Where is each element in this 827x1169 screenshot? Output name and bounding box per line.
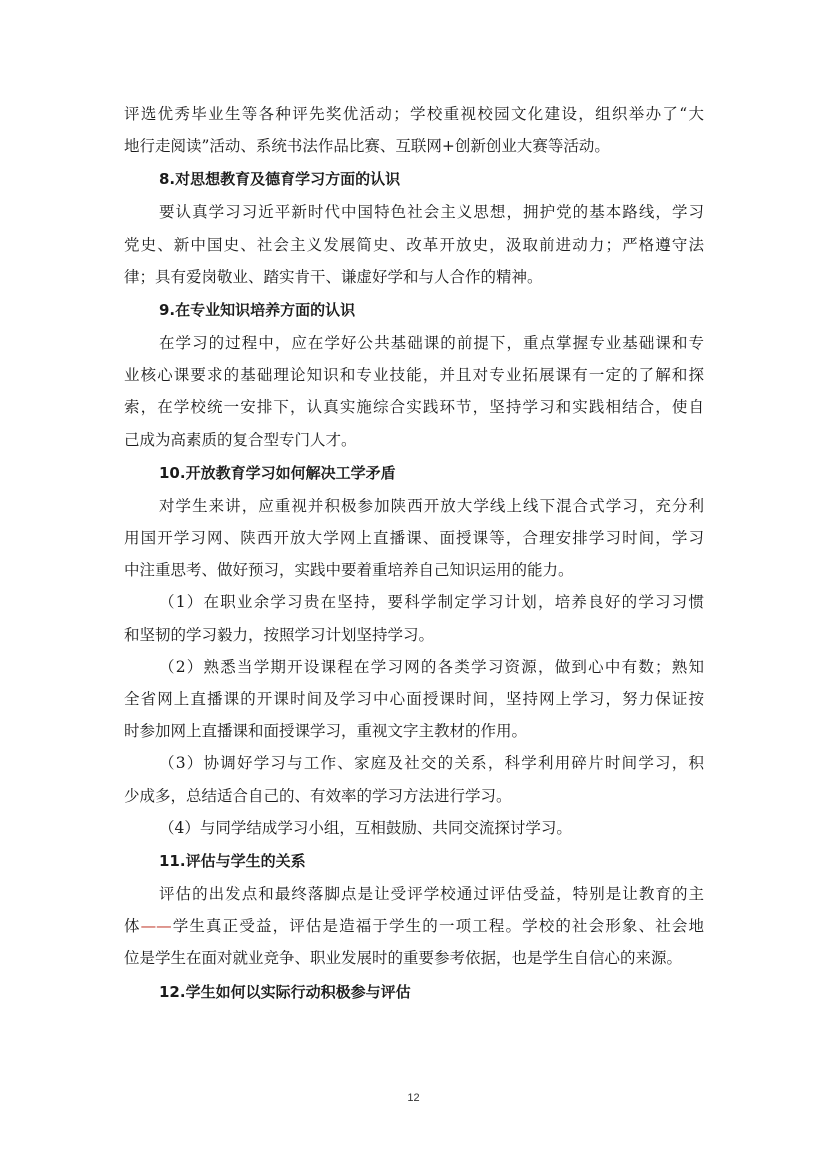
paragraph-line: 位是学生在面对就业竞争、职业发展时的重要参考依据，也是学生自信心的来源。 [124,949,683,968]
section-10-item-4 [124,812,704,844]
paragraph-line: （2）熟悉当学期开设课程在学习网的各类学习资源，做到心中有数；熟知 [159,657,704,676]
paragraph-line: 少成多，总结适合自己的、有效率的学习方法进行学习。 [124,786,512,805]
paragraph-line: （3）协调好学习与工作、家庭及社交的关系，科学利用碎片时间学习，积 [159,754,704,773]
paragraph-line: 用国开学习网、陕西开放大学网上直播课、面授课等，合理安排学习时间，学习 [124,529,704,548]
section-9-paragraph [124,327,704,456]
section-12-heading: 12.学生如何以实际行动积极参与评估 [159,982,411,1001]
section-11-heading: 11.评估与学生的关系 [159,852,306,871]
paragraph-line: 和坚韧的学习毅力，按照学习计划坚持学习。 [124,625,435,644]
paragraph-line: 律；具有爱岗敬业、踏实肯干、谦虚好学和与人合作的精神。 [124,267,543,286]
section-8-heading: 8.对思想教育及德育学习方面的认识 [159,170,401,189]
paragraph-line: 对学生来讲，应重视并积极参加陕西开放大学线上线下混合式学习，充分利 [159,496,704,515]
em-dash: —— [140,917,172,936]
text-span: 体 [124,917,141,936]
page-number: 12 [407,1092,420,1104]
section-10-item-2 [124,651,704,748]
paragraph-line: 索，在学校统一安排下，认真实施综合实践环节，坚持学习和实践相结合，使自 [124,398,704,417]
paragraph-line: 党史、新中国史、社会主义发展简史、改革开放史，汲取前进动力；严格遵守法 [124,235,704,254]
paragraph-line [124,910,704,942]
paragraph-line: 时参加网上直播课和面授课学习，重视文字主教材的作用。 [124,722,528,741]
section-8-paragraph [124,196,704,293]
intro-paragraph [124,98,704,162]
section-10-item-1 [124,586,704,650]
paragraph-line: （1）在职业余学习贵在坚持，要科学制定学习计划，培养良好的学习习惯 [159,593,704,612]
section-10-heading: 10.开放教育学习如何解决工学矛盾 [159,463,396,482]
paragraph-line: 业核心课要求的基础理论知识和专业技能，并且对专业拓展课有一定的了解和探 [124,366,704,385]
document-page [124,98,704,1009]
paragraph-line: 己成为高素质的复合型专门人才。 [124,430,357,449]
section-10-item-3 [124,747,704,811]
section-11-paragraph [124,878,704,975]
paragraph-line: 中注重思考、做好预习，实践中要着重培养自己知识运用的能力。 [124,561,574,580]
paragraph-line: 全省网上直播课的开课时间及学习中心面授课时间，坚持网上学习，努力保证按 [124,690,704,709]
paragraph-line: 在学习的过程中，应在学好公共基础课的前提下，重点掌握专业基础课和专 [159,334,704,353]
paragraph-line: （4）与同学结成学习小组，互相鼓励、共同交流探讨学习。 [159,818,572,837]
paragraph-line: 地行走阅读”活动、系统书法作品比赛、互联网+创新创业大赛等活动。 [124,137,610,156]
paragraph-line: 要认真学习习近平新时代中国特色社会主义思想，拥护党的基本路线，学习 [159,203,704,222]
paragraph-line: 评选优秀毕业生等各种评先奖优活动；学校重视校园文化建设，组织举办了“大 [124,105,704,123]
section-10-intro-paragraph [124,490,704,587]
section-9-heading: 9.在专业知识培养方面的认识 [159,301,356,320]
text-span: 学生真正受益，评估是造福于学生的一项工程。学校的社会形象、社会地 [171,917,704,936]
paragraph-line: 评估的出发点和最终落脚点是让受评学校通过评估受益，特别是让教育的主 [159,885,704,904]
